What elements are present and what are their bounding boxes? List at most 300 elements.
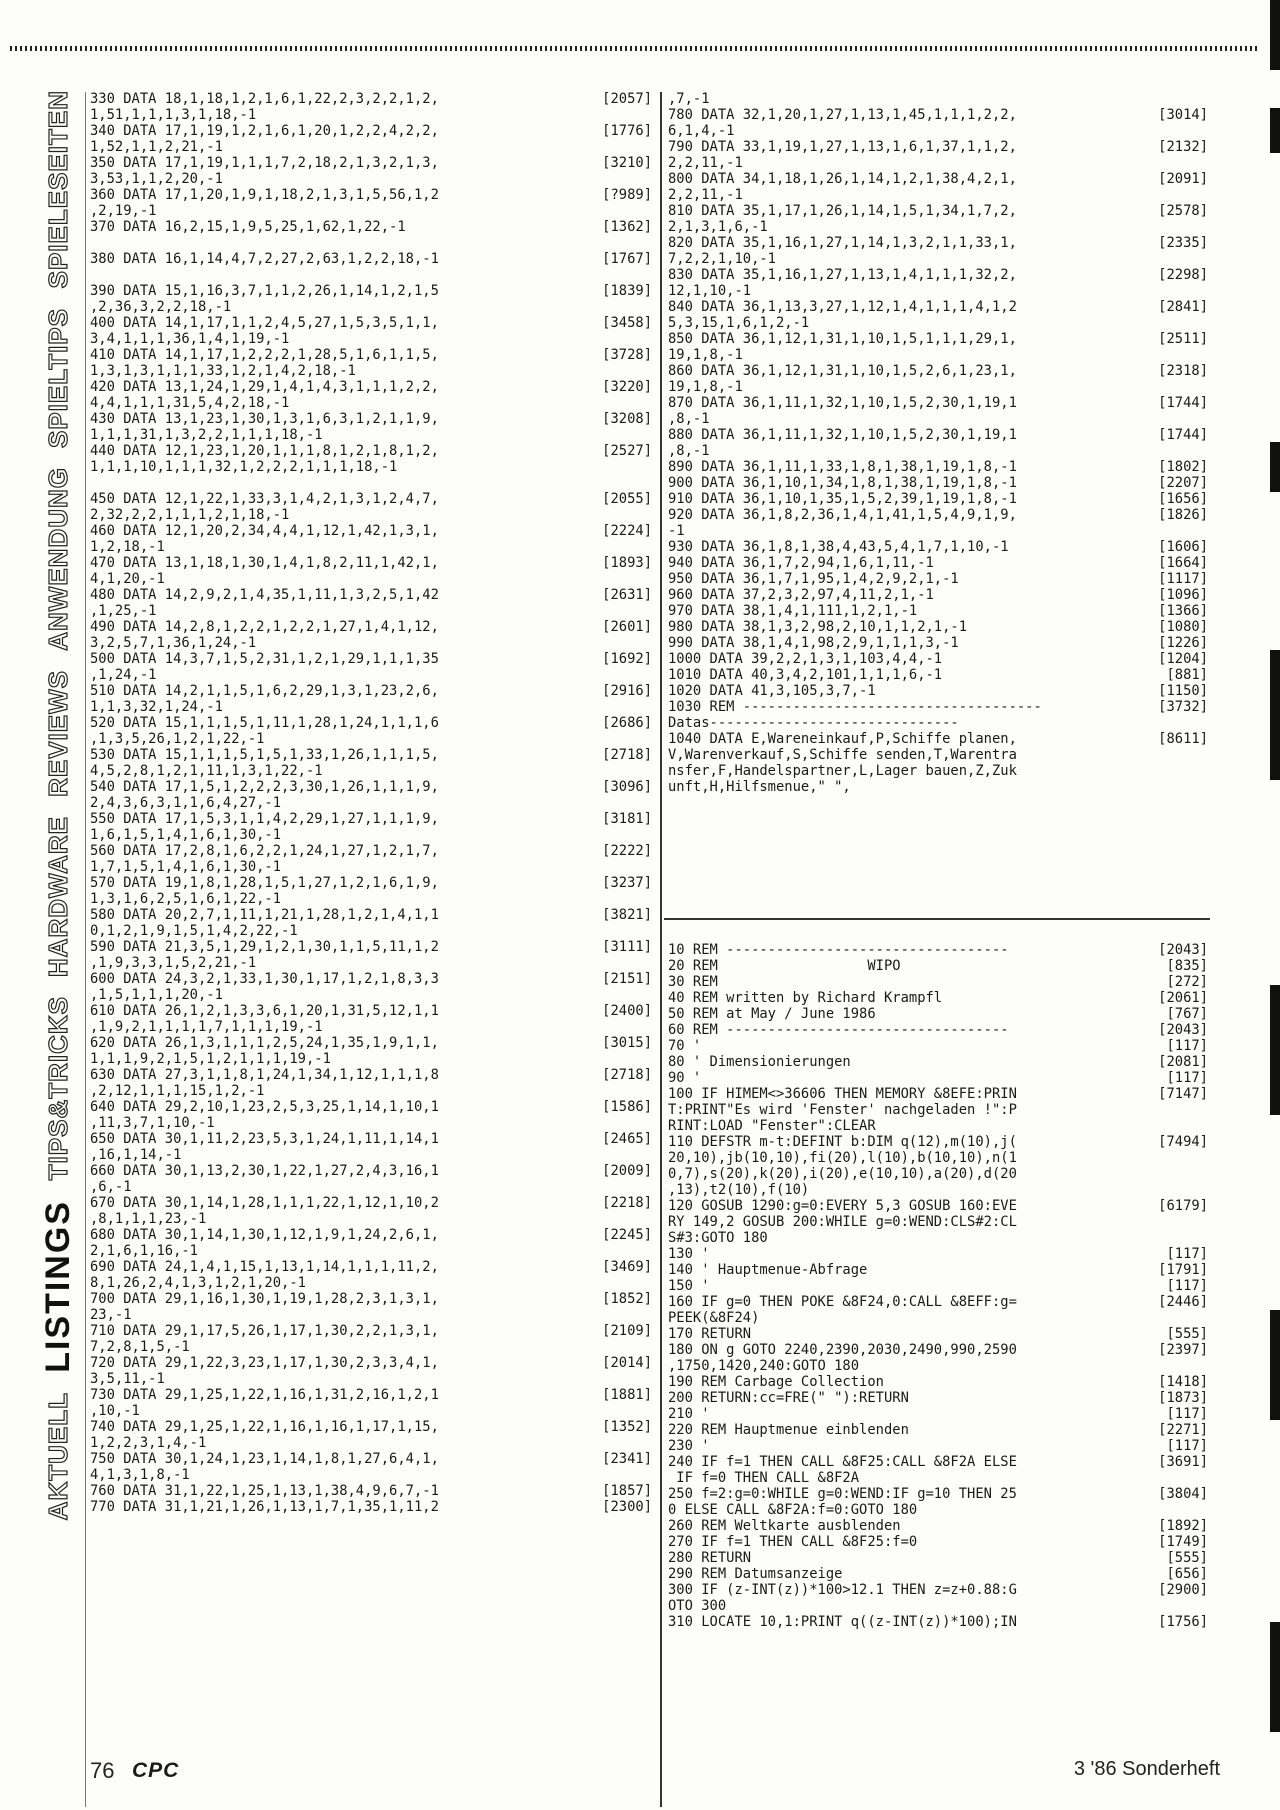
- code-text: 870 DATA 36,1,11,1,32,1,10,1,5,2,30,1,19,1: [668, 395, 1017, 411]
- code-text: 530 DATA 15,1,1,1,5,1,5,1,33,1,26,1,1,1,5,: [90, 747, 439, 763]
- code-text: ,1,3,5,26,1,2,1,22,-1: [90, 731, 265, 747]
- code-text: 2,2,11,-1: [668, 155, 743, 171]
- code-text: 500 DATA 14,3,7,1,5,2,31,1,2,1,29,1,1,1,35: [90, 651, 439, 667]
- code-text: ,1,5,1,1,1,20,-1: [90, 987, 223, 1003]
- edge-tab-marker: [1270, 1310, 1280, 1420]
- code-text: 810 DATA 35,1,17,1,26,1,14,1,5,1,34,1,7,2,: [668, 203, 1017, 219]
- code-line: [668, 379, 1208, 395]
- code-text: 390 DATA 15,1,16,3,7,1,1,2,26,1,14,1,2,1,5: [90, 283, 439, 299]
- code-line: [90, 363, 652, 379]
- code-line: [90, 395, 652, 411]
- code-text: 540 DATA 17,1,5,1,2,2,2,3,30,1,26,1,1,1,9,: [90, 779, 439, 795]
- checksum: [1767]: [602, 251, 652, 267]
- code-line: [668, 1038, 1208, 1054]
- code-line: [668, 1390, 1208, 1406]
- code-line: [90, 987, 652, 1003]
- code-text: ,2,36,3,2,2,18,-1: [90, 299, 232, 315]
- code-line: [668, 203, 1208, 219]
- code-text: 950 DATA 36,1,7,1,95,1,4,2,9,2,1,-1: [668, 571, 959, 587]
- checksum: [1418]: [1158, 1374, 1208, 1390]
- edge-tab-marker: [1270, 0, 1280, 70]
- code-line: [90, 1323, 652, 1339]
- checksum: [117]: [1166, 1246, 1208, 1262]
- checksum: [1756]: [1158, 1614, 1208, 1630]
- code-line: [668, 1518, 1208, 1534]
- code-text: 1,3,1,6,2,5,1,6,1,22,-1: [90, 891, 282, 907]
- code-text: 520 DATA 15,1,1,1,5,1,11,1,28,1,24,1,1,1,6: [90, 715, 439, 731]
- code-text: 300 IF (z-INT(z))*100>12.1 THEN z=z+0.88:G: [668, 1582, 1017, 1598]
- code-line: [668, 1534, 1208, 1550]
- code-line: [90, 587, 652, 603]
- code-text: 510 DATA 14,2,1,1,5,1,6,2,29,1,3,1,23,2,6,: [90, 683, 439, 699]
- code-line: [668, 635, 1208, 651]
- code-text: 420 DATA 13,1,24,1,29,1,4,1,4,3,1,1,1,2,2,: [90, 379, 439, 395]
- checksum: [2091]: [1158, 171, 1208, 187]
- code-text: 240 IF f=1 THEN CALL &8F25:CALL &8F2A ELSE: [668, 1454, 1017, 1470]
- code-line: [668, 683, 1208, 699]
- checksum: [2057]: [602, 91, 652, 107]
- code-text: 440 DATA 12,1,23,1,20,1,1,1,8,1,2,1,8,1,2,: [90, 443, 439, 459]
- code-line: [668, 1598, 1208, 1614]
- code-text: 10 REM ----------------------------------: [668, 942, 1009, 958]
- checksum: [2916]: [602, 683, 652, 699]
- code-text: 1,1,1,9,2,1,5,1,2,1,1,1,19,-1: [90, 1051, 331, 1067]
- checksum: [1744]: [1158, 395, 1208, 411]
- code-line: [668, 123, 1208, 139]
- code-line: [90, 1099, 652, 1115]
- code-text: 1,2,18,-1: [90, 539, 165, 555]
- code-text: 4,4,1,1,1,31,5,4,2,18,-1: [90, 395, 290, 411]
- code-line: [90, 1291, 652, 1307]
- code-text: 460 DATA 12,1,20,2,34,4,4,1,12,1,42,1,3,1,: [90, 523, 439, 539]
- code-line: [668, 1374, 1208, 1390]
- code-text: 5,3,15,1,6,1,2,-1: [668, 315, 810, 331]
- code-text: 2,1,3,1,6,-1: [668, 219, 768, 235]
- checksum: [1749]: [1158, 1534, 1208, 1550]
- code-text: 690 DATA 24,1,4,1,15,1,13,1,14,1,1,1,11,2,: [90, 1259, 439, 1275]
- checksum: [1352]: [602, 1419, 652, 1435]
- code-text: Datas------------------------------: [668, 715, 959, 731]
- code-line: [90, 1419, 652, 1435]
- top-dotted-rule: [10, 46, 1260, 51]
- code-text: nsfer,F,Handelspartner,L,Lager bauen,Z,Zuk: [668, 763, 1017, 779]
- checksum: [1802]: [1158, 459, 1208, 475]
- code-line: [90, 1051, 652, 1067]
- code-line: [668, 1118, 1208, 1134]
- code-text: 6,1,4,-1: [668, 123, 735, 139]
- checksum: [1366]: [1158, 603, 1208, 619]
- code-text: -1: [668, 523, 685, 539]
- code-text: 7,2,2,1,10,-1: [668, 251, 776, 267]
- code-text: 2,32,2,2,1,1,1,2,1,18,-1: [90, 507, 290, 523]
- code-line: [668, 459, 1208, 475]
- code-text: 450 DATA 12,1,22,1,33,3,1,4,2,1,3,1,2,4,7,: [90, 491, 439, 507]
- code-text: 630 DATA 27,3,1,1,8,1,24,1,34,1,12,1,1,1,8: [90, 1067, 439, 1083]
- checksum: [3014]: [1158, 107, 1208, 123]
- checksum: [2081]: [1158, 1054, 1208, 1070]
- code-text: 1030 REM ------------------------------------: [668, 699, 1042, 715]
- checksum: [2043]: [1158, 1022, 1208, 1038]
- code-text: 4,5,2,8,1,2,1,11,1,3,1,22,-1: [90, 763, 323, 779]
- code-text: 340 DATA 17,1,19,1,2,1,6,1,20,1,2,2,4,2,2,: [90, 123, 439, 139]
- code-line: [668, 1102, 1208, 1118]
- code-text: 80 ' Dimensionierungen: [668, 1054, 851, 1070]
- code-line: [90, 1067, 652, 1083]
- code-line: [90, 1115, 652, 1131]
- code-line: [90, 1355, 652, 1371]
- checksum: [7494]: [1158, 1134, 1208, 1150]
- code-line: [90, 1307, 652, 1323]
- code-text: ,1,24,-1: [90, 667, 157, 683]
- listing-column-right-bottom: [668, 942, 1208, 1630]
- section-sidebar: [36, 90, 80, 1520]
- code-line: [668, 347, 1208, 363]
- code-line: [668, 1294, 1208, 1310]
- code-line: [668, 235, 1208, 251]
- code-text: 90 ': [668, 1070, 702, 1086]
- code-line: [90, 683, 652, 699]
- checksum: [1744]: [1158, 427, 1208, 443]
- checksum: [2718]: [602, 747, 652, 763]
- code-text: 820 DATA 35,1,16,1,27,1,14,1,3,2,1,1,33,1,: [668, 235, 1017, 251]
- code-text: 640 DATA 29,2,10,1,23,2,5,3,25,1,14,1,10,1: [90, 1099, 439, 1115]
- checksum: [2061]: [1158, 990, 1208, 1006]
- code-line: [668, 251, 1208, 267]
- code-line: [668, 763, 1208, 779]
- code-line: [668, 555, 1208, 571]
- checksum: [3111]: [602, 939, 652, 955]
- checksum: [117]: [1166, 1070, 1208, 1086]
- code-line: [668, 1614, 1208, 1630]
- code-line: [90, 555, 652, 571]
- code-text: 20 REM WIPO: [668, 958, 901, 974]
- left-edge-rule: [85, 92, 86, 1807]
- code-line: [668, 363, 1208, 379]
- checksum: [3208]: [602, 411, 652, 427]
- checksum: [555]: [1166, 1550, 1208, 1566]
- checksum: [2245]: [602, 1227, 652, 1243]
- code-line: [90, 155, 652, 171]
- code-line: [90, 91, 652, 107]
- code-line: [90, 731, 652, 747]
- checksum: [2222]: [602, 843, 652, 859]
- code-line: [90, 1275, 652, 1291]
- checksum: [656]: [1166, 1566, 1208, 1582]
- checksum: [1656]: [1158, 491, 1208, 507]
- checksum: [2601]: [602, 619, 652, 635]
- code-line: [90, 1131, 652, 1147]
- checksum: [767]: [1166, 1006, 1208, 1022]
- checksum: [117]: [1166, 1278, 1208, 1294]
- code-text: 770 DATA 31,1,21,1,26,1,13,1,7,1,35,1,11,2: [90, 1499, 439, 1515]
- code-line: [668, 651, 1208, 667]
- code-line: [90, 1163, 652, 1179]
- code-line: [668, 315, 1208, 331]
- checksum: [2335]: [1158, 235, 1208, 251]
- checksum: [2718]: [602, 1067, 652, 1083]
- code-line: [90, 1211, 652, 1227]
- code-line: [668, 715, 1208, 731]
- code-line: [90, 459, 652, 475]
- code-text: 1000 DATA 39,2,2,1,3,1,103,4,4,-1: [668, 651, 943, 667]
- code-text: 590 DATA 21,3,5,1,29,1,2,1,30,1,1,5,11,1,2: [90, 939, 439, 955]
- code-text: 3,5,11,-1: [90, 1371, 165, 1387]
- code-text: 30 REM: [668, 974, 718, 990]
- code-line: [90, 379, 652, 395]
- code-line: [668, 1214, 1208, 1230]
- code-text: 3,4,1,1,1,36,1,4,1,19,-1: [90, 331, 290, 347]
- code-line: [90, 331, 652, 347]
- code-text: ,8,-1: [668, 443, 710, 459]
- code-line: [668, 587, 1208, 603]
- code-line: [668, 1582, 1208, 1598]
- checksum: [1150]: [1158, 683, 1208, 699]
- code-line: [90, 571, 652, 587]
- code-text: 170 RETURN: [668, 1326, 752, 1342]
- code-line: [90, 1227, 652, 1243]
- code-line: [668, 107, 1208, 123]
- magazine-brand: CPC: [132, 1759, 180, 1782]
- code-line: [668, 603, 1208, 619]
- code-text: ,10,-1: [90, 1403, 140, 1419]
- checksum: [272]: [1166, 974, 1208, 990]
- checksum: [2318]: [1158, 363, 1208, 379]
- code-text: 680 DATA 30,1,14,1,30,1,12,1,9,1,24,2,6,1,: [90, 1227, 439, 1243]
- checksum: [3728]: [602, 347, 652, 363]
- code-text: ,1,25,-1: [90, 603, 157, 619]
- code-text: 7,2,8,1,5,-1: [90, 1339, 190, 1355]
- code-line: [90, 443, 652, 459]
- code-text: 940 DATA 36,1,7,2,94,1,6,1,11,-1: [668, 555, 934, 571]
- section-tag-reviews: REVIEWS: [43, 669, 73, 797]
- checksum: [2397]: [1158, 1342, 1208, 1358]
- checksum: [1586]: [602, 1099, 652, 1115]
- code-line: [668, 1150, 1208, 1166]
- checksum: [3210]: [602, 155, 652, 171]
- checksum: [2400]: [602, 1003, 652, 1019]
- edge-tab-marker: [1270, 108, 1280, 153]
- code-text: 900 DATA 36,1,10,1,34,1,8,1,38,1,19,1,8,-1: [668, 475, 1017, 491]
- checksum: [3691]: [1158, 1454, 1208, 1470]
- code-line: [90, 219, 652, 235]
- checksum: [2271]: [1158, 1422, 1208, 1438]
- code-line: [668, 699, 1208, 715]
- code-text: 980 DATA 38,1,3,2,98,2,10,1,1,2,1,-1: [668, 619, 968, 635]
- checksum: [1692]: [602, 651, 652, 667]
- code-line: [668, 571, 1208, 587]
- code-line: [668, 155, 1208, 171]
- checksum: [2300]: [602, 1499, 652, 1515]
- code-line: [90, 1003, 652, 1019]
- section-tag-spieltips: SPIELTIPS: [43, 307, 73, 448]
- code-line: [668, 283, 1208, 299]
- code-line: [90, 907, 652, 923]
- code-line: [668, 139, 1208, 155]
- code-line: [668, 1166, 1208, 1182]
- code-line: [668, 779, 1208, 795]
- checksum: [2055]: [602, 491, 652, 507]
- code-line: [668, 958, 1208, 974]
- code-line: [668, 1470, 1208, 1486]
- code-line: [90, 1467, 652, 1483]
- code-text: OTO 300: [668, 1598, 727, 1614]
- checksum: [6179]: [1158, 1198, 1208, 1214]
- checksum: [1606]: [1158, 539, 1208, 555]
- code-line: [668, 1070, 1208, 1086]
- code-line: [668, 491, 1208, 507]
- code-text: T:PRINT"Es wird 'Fenster' nachgeladen !":P: [668, 1102, 1017, 1118]
- code-line: [90, 843, 652, 859]
- code-line: [668, 1022, 1208, 1038]
- code-line: [90, 1259, 652, 1275]
- checksum: [881]: [1166, 667, 1208, 683]
- checksum: [2224]: [602, 523, 652, 539]
- section-tag-tipstricks: TIPS&TRICKS: [43, 996, 73, 1181]
- code-line: [668, 1006, 1208, 1022]
- code-text: 50 REM at May / June 1986: [668, 1006, 876, 1022]
- checksum: [2631]: [602, 587, 652, 603]
- code-line: [90, 891, 652, 907]
- code-line: [90, 491, 652, 507]
- code-text: 1,3,1,3,1,1,1,33,1,2,1,4,2,18,-1: [90, 363, 356, 379]
- code-text: 610 DATA 26,1,2,1,3,3,6,1,20,1,31,5,12,1,1: [90, 1003, 439, 1019]
- code-line: [668, 1054, 1208, 1070]
- checksum: [8611]: [1158, 731, 1208, 747]
- code-text: 380 DATA 16,1,14,4,7,2,27,2,63,1,2,2,18,-1: [90, 251, 439, 267]
- code-line: [90, 523, 652, 539]
- checksum: [1852]: [602, 1291, 652, 1307]
- code-text: 260 REM Weltkarte ausblenden: [668, 1518, 901, 1534]
- code-text: 480 DATA 14,2,9,2,1,4,35,1,11,1,3,2,5,1,42: [90, 587, 439, 603]
- code-text: 4,1,3,1,8,-1: [90, 1467, 190, 1483]
- code-line: [90, 715, 652, 731]
- code-text: 1,7,1,5,1,4,1,6,1,30,-1: [90, 859, 282, 875]
- edge-tab-marker: [1270, 650, 1280, 780]
- edge-tab-marker: [1270, 442, 1280, 492]
- code-line: [90, 1179, 652, 1195]
- code-text: ,6,-1: [90, 1179, 132, 1195]
- code-text: 850 DATA 36,1,12,1,31,1,10,1,5,1,1,1,29,1,: [668, 331, 1017, 347]
- code-text: 650 DATA 30,1,11,2,23,5,3,1,24,1,11,1,14,1: [90, 1131, 439, 1147]
- code-text: 4,1,20,-1: [90, 571, 165, 587]
- code-text: 70 ': [668, 1038, 702, 1054]
- code-text: ,2,19,-1: [90, 203, 157, 219]
- checksum: [2132]: [1158, 139, 1208, 155]
- checksum: [1226]: [1158, 635, 1208, 651]
- code-line: [90, 779, 652, 795]
- checksum: [1873]: [1158, 1390, 1208, 1406]
- code-text: 23,-1: [90, 1307, 132, 1323]
- code-line: [90, 1035, 652, 1051]
- code-text: ,8,-1: [668, 411, 710, 427]
- code-line: [668, 411, 1208, 427]
- section-tag-anwendung: ANWENDUNG: [43, 466, 73, 651]
- code-line: [90, 475, 652, 491]
- code-line: [90, 811, 652, 827]
- code-line: [90, 539, 652, 555]
- code-text: 120 GOSUB 1290:g=0:EVERY 5,3 GOSUB 160:EVE: [668, 1198, 1017, 1214]
- code-line: [90, 123, 652, 139]
- code-text: 470 DATA 13,1,18,1,30,1,4,1,8,2,11,1,42,1,: [90, 555, 439, 571]
- code-text: 880 DATA 36,1,11,1,32,1,10,1,5,2,30,1,19,1: [668, 427, 1017, 443]
- code-text: 1,2,2,3,1,4,-1: [90, 1435, 207, 1451]
- code-text: 20,10),jb(10,10),fi(20),l(10),b(10,10),n(1: [668, 1150, 1017, 1166]
- checksum: [2900]: [1158, 1582, 1208, 1598]
- code-text: 110 DEFSTR m-t:DEFINT b:DIM q(12),m(10),j(: [668, 1134, 1017, 1150]
- code-text: 330 DATA 18,1,18,1,2,1,6,1,22,2,3,2,2,1,2,: [90, 91, 439, 107]
- code-text: 890 DATA 36,1,11,1,33,1,8,1,38,1,19,1,8,-1: [668, 459, 1017, 475]
- code-text: 370 DATA 16,2,15,1,9,5,25,1,62,1,22,-1: [90, 219, 406, 235]
- code-line: [90, 1243, 652, 1259]
- code-text: 0 ELSE CALL &8F2A:f=0:GOTO 180: [668, 1502, 918, 1518]
- code-text: 220 REM Hauptmenue einblenden: [668, 1422, 909, 1438]
- code-text: 600 DATA 24,3,2,1,33,1,30,1,17,1,2,1,8,3,3: [90, 971, 439, 987]
- code-text: ,8,1,1,1,23,-1: [90, 1211, 207, 1227]
- checksum: [2043]: [1158, 942, 1208, 958]
- checksum: [555]: [1166, 1326, 1208, 1342]
- code-text: 360 DATA 17,1,20,1,9,1,18,2,1,3,1,5,56,1,2: [90, 187, 439, 203]
- code-text: 700 DATA 29,1,16,1,30,1,19,1,28,2,3,1,3,1,: [90, 1291, 439, 1307]
- code-line: [668, 1406, 1208, 1422]
- checksum: [3181]: [602, 811, 652, 827]
- code-line: [668, 1454, 1208, 1470]
- code-text: ,1,9,3,3,1,5,2,21,-1: [90, 955, 257, 971]
- code-line: [90, 667, 652, 683]
- code-text: 670 DATA 30,1,14,1,28,1,1,1,22,1,12,1,10,2: [90, 1195, 439, 1211]
- code-line: [90, 267, 652, 283]
- code-text: 0,7),s(20),k(20),i(20),e(10,10),a(20),d(20: [668, 1166, 1017, 1182]
- code-text: 40 REM written by Richard Krampfl: [668, 990, 943, 1006]
- code-text: 140 ' Hauptmenue-Abfrage: [668, 1262, 868, 1278]
- checksum: [3220]: [602, 379, 652, 395]
- code-text: ,1750,1420,240:GOTO 180: [668, 1358, 860, 1374]
- code-text: 410 DATA 14,1,17,1,2,2,2,1,28,5,1,6,1,1,5,: [90, 347, 439, 363]
- code-line: [668, 990, 1208, 1006]
- code-text: ,13),t2(10),f(10): [668, 1182, 810, 1198]
- code-text: 560 DATA 17,2,8,1,6,2,2,1,24,1,27,1,2,1,7,: [90, 843, 439, 859]
- code-line: [90, 763, 652, 779]
- issue-label: 3 '86 Sonderheft: [1073, 1758, 1220, 1780]
- checksum: [1664]: [1158, 555, 1208, 571]
- checksum: [2341]: [602, 1451, 652, 1467]
- code-line: [90, 859, 652, 875]
- code-line: [668, 219, 1208, 235]
- code-line: [668, 1262, 1208, 1278]
- code-line: [90, 875, 652, 891]
- code-text: 740 DATA 29,1,25,1,22,1,16,1,16,1,17,1,15,: [90, 1419, 439, 1435]
- code-line: [668, 171, 1208, 187]
- checksum: [117]: [1166, 1438, 1208, 1454]
- code-text: 1020 DATA 41,3,105,3,7,-1: [668, 683, 876, 699]
- code-line: [90, 171, 652, 187]
- code-text: 190 REM Carbage Collection: [668, 1374, 884, 1390]
- code-text: 860 DATA 36,1,12,1,31,1,10,1,5,2,6,1,23,1,: [668, 363, 1017, 379]
- code-line: [668, 427, 1208, 443]
- code-text: S#3:GOTO 180: [668, 1230, 768, 1246]
- checksum: [2465]: [602, 1131, 652, 1147]
- code-line: [90, 1483, 652, 1499]
- code-text: 280 RETURN: [668, 1550, 752, 1566]
- code-text: 3,53,1,1,2,20,-1: [90, 171, 223, 187]
- checksum: [3732]: [1158, 699, 1208, 715]
- checksum: [3469]: [602, 1259, 652, 1275]
- checksum: [7147]: [1158, 1086, 1208, 1102]
- code-line: [90, 507, 652, 523]
- code-text: unft,H,Hilfsmenue," ",: [668, 779, 851, 795]
- code-line: [668, 475, 1208, 491]
- code-text: 200 RETURN:cc=FRE(" "):RETURN: [668, 1390, 909, 1406]
- checksum: [2109]: [602, 1323, 652, 1339]
